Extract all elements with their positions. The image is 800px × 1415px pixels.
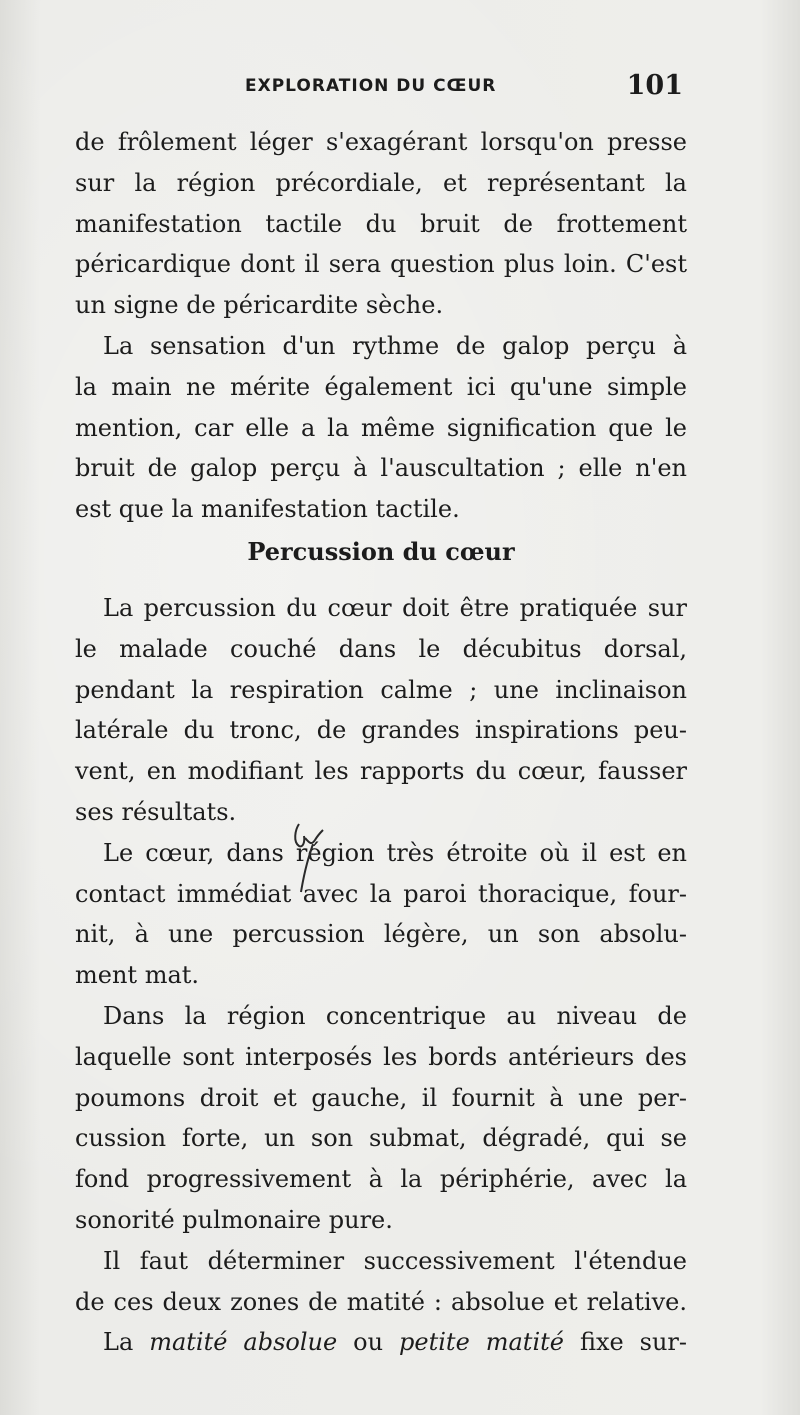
- italic-term: matité absolue: [149, 1328, 338, 1357]
- text-line: vent, en modifiant les rapports du cœur, fausser: [75, 757, 687, 786]
- paragraph: [75, 122, 687, 326]
- text-line: de ces deux zones de matité : absolue et relative.: [75, 1287, 687, 1316]
- text-line: bruit de galop perçu à l'auscultation ; elle n'en: [75, 454, 687, 483]
- text-line: cussion forte, un son submat, dégradé, qui se: [75, 1124, 687, 1153]
- text-line: La sensation d'un rythme de galop perçu à: [103, 331, 687, 360]
- text-line: contact immédiat avec la paroi thoracique, four-: [75, 879, 687, 908]
- text-line: Dans la région concentrique au niveau de: [103, 1001, 687, 1030]
- text-line: sonorité pulmonaire pure.: [75, 1205, 393, 1234]
- text-line: la main ne mérite également ici qu'une simple: [75, 372, 687, 401]
- text-line: un signe de péricardite sèche.: [75, 291, 444, 320]
- paragraph: [75, 588, 687, 833]
- text-run: La: [103, 1328, 150, 1357]
- text-line: ment mat.: [75, 961, 200, 990]
- running-title: EXPLORATION DU CŒUR: [245, 76, 497, 96]
- paragraph: [75, 833, 687, 996]
- text-line: Le cœur, dans région très étroite où il est en: [103, 838, 687, 867]
- text-line: ses résultats.: [75, 797, 237, 826]
- text-line: le malade couché dans le décubitus dorsal,: [75, 634, 687, 663]
- text-line: latérale du tronc, de grandes inspirations peu-: [75, 716, 687, 745]
- text-line: pendant la respiration calme ; une inclinaison: [75, 675, 687, 704]
- paragraph: [75, 326, 687, 530]
- text-run: fixe sur-: [563, 1328, 688, 1357]
- section-heading: Percussion du cœur: [247, 536, 515, 566]
- body-text: [75, 122, 687, 1363]
- section-heading-wrap: [75, 530, 687, 588]
- text-line: péricardique dont il sera question plus loin. C'est: [75, 250, 687, 279]
- text-line: de frôlement léger s'exagérant lorsqu'on presse: [75, 128, 687, 156]
- text-line: poumons droit et gauche, il fournit à une per-: [75, 1083, 687, 1112]
- text-line: fond progressivement à la périphérie, avec la: [75, 1165, 687, 1194]
- text-line: [75, 1322, 687, 1363]
- text-line: nit, à une percussion légère, un son absolu-: [75, 920, 687, 949]
- page-number: 101: [626, 70, 683, 101]
- text-line: manifestation tactile du bruit de frottement: [75, 209, 687, 238]
- text-line: laquelle sont interposés les bords antérieurs des: [75, 1042, 687, 1071]
- paragraph: [75, 1241, 687, 1323]
- paragraph: [75, 996, 687, 1241]
- text-run: ou: [337, 1328, 400, 1357]
- italic-term: petite matité: [399, 1328, 564, 1357]
- text-line: La percussion du cœur doit être pratiquée sur: [103, 593, 687, 622]
- text-line: mention, car elle a la même signification que le: [75, 413, 687, 442]
- text-line: est que la manifestation tactile.: [75, 495, 460, 524]
- text-line: Il faut déterminer successivement l'étendue: [103, 1246, 687, 1275]
- handwritten-correction-mark: [287, 816, 327, 896]
- text-line: sur la région précordiale, et représentant la: [75, 168, 687, 197]
- running-head: [75, 70, 687, 106]
